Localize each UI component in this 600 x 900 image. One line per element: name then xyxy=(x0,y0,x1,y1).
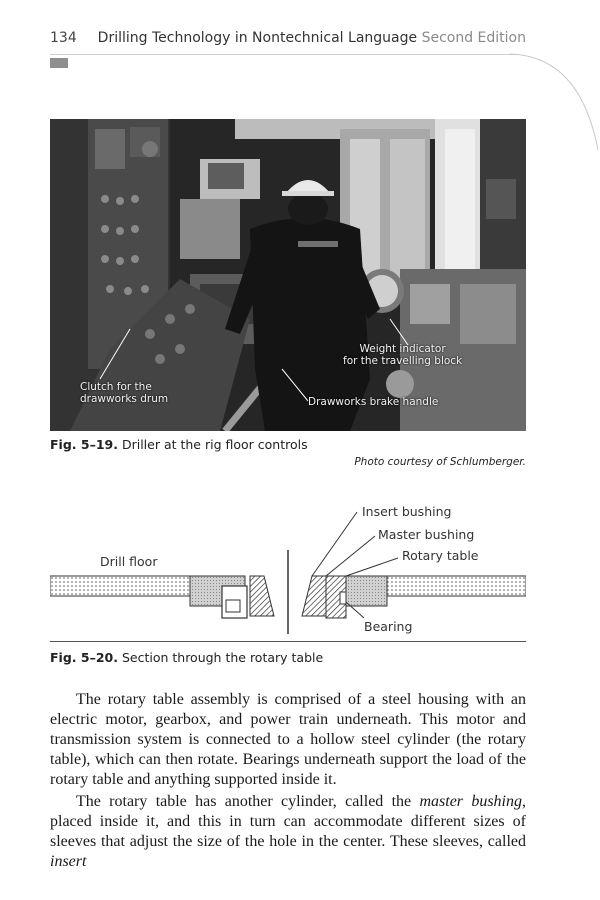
clutch-label-line2: drawworks drum xyxy=(80,393,169,405)
weight-indicator-label-line2: for the travelling block xyxy=(343,355,463,367)
term-insert: insert xyxy=(50,853,87,870)
figure-20-caption-text: Section through the rotary table xyxy=(121,650,324,665)
figure-20-number: Fig. 5–20. xyxy=(50,650,118,665)
figure-20-rule xyxy=(50,641,526,642)
drill-floor-right xyxy=(387,576,526,596)
paragraph-2-text-middle: , placed inside it, and this in turn can accommodate different sizes of sleeves that adjust the size of the hole in the center. These sleeves, called xyxy=(50,793,527,850)
insert-bushing-left xyxy=(250,576,274,616)
weight-indicator-label-line1: Weight indicator xyxy=(359,343,446,355)
section-tab-marker xyxy=(50,58,68,68)
term-master-bushing: master bushing xyxy=(419,793,523,810)
paragraph-2-text-start: The rotary table has another cylinder, called the xyxy=(76,793,420,810)
insert-bushing-right xyxy=(302,576,326,616)
bearing-label: Bearing xyxy=(364,619,413,634)
edition-label: Second Edition xyxy=(421,30,526,46)
drill-floor-left xyxy=(50,576,190,596)
figure-19-number: Fig. 5–19. xyxy=(50,437,118,452)
weight-indicator-label xyxy=(343,343,462,367)
body-paragraph-2 xyxy=(50,792,526,872)
rotary-table-right xyxy=(346,576,387,606)
book-title: Drilling Technology in Nontechnical Language xyxy=(97,30,418,46)
clutch-label xyxy=(80,381,168,405)
rig-floor-photo xyxy=(50,119,526,431)
brake-handle-label: Drawworks brake handle xyxy=(308,396,439,408)
figure-20-caption xyxy=(50,650,323,665)
body-paragraph-1: The rotary table assembly is comprised of a steel housing with an electric motor, gearbox, and power train underneath. This motor and transmission system is connected to a hollow steel cylinder (the rotary table), which can then rotate. Bearings underneath support the load of the rotary table and anything supported inside it. xyxy=(50,691,526,788)
drill-floor-label: Drill floor xyxy=(100,554,158,569)
figure-19-caption-text: Driller at the rig floor controls xyxy=(121,437,308,452)
page-number: 134 xyxy=(50,30,77,46)
insert-bushing-label: Insert bushing xyxy=(362,504,452,519)
header-rule xyxy=(50,54,518,55)
rotary-table-label: Rotary table xyxy=(402,548,479,563)
photo-credit: Photo courtesy of Schlumberger. xyxy=(354,456,526,468)
clutch-label-line1: Clutch for the xyxy=(80,381,152,393)
running-head xyxy=(98,30,526,46)
rotary-table-section-diagram xyxy=(50,492,526,640)
master-bushing-label: Master bushing xyxy=(378,527,475,542)
figure-19-caption xyxy=(50,437,308,452)
